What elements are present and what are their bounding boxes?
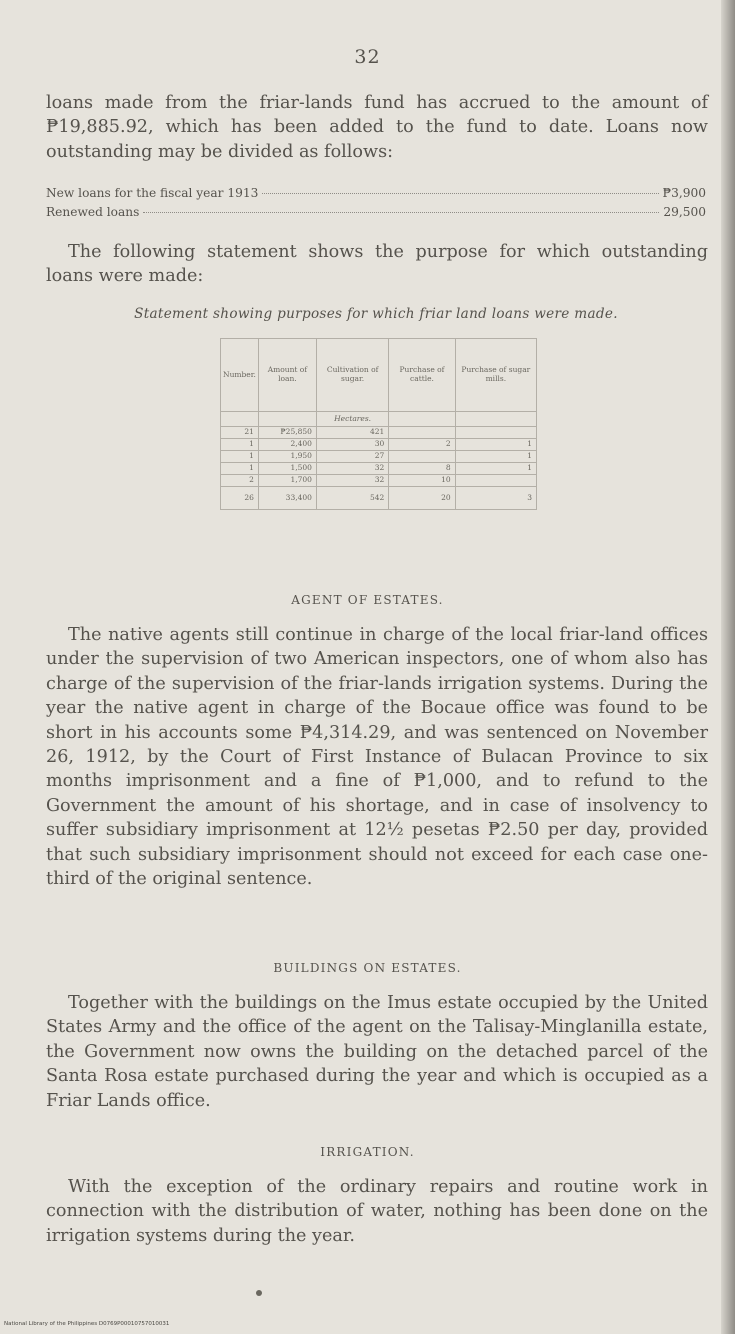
leader-dots: [262, 193, 658, 194]
cell: [455, 427, 536, 439]
table-header-row: [221, 339, 537, 412]
cell: 2: [221, 475, 259, 487]
table-row: [221, 475, 537, 487]
cell: 27: [316, 451, 388, 463]
cell: 1: [221, 439, 259, 451]
cell: 32: [316, 475, 388, 487]
total-cell: 33,400: [258, 487, 316, 510]
loan-value: ₱3,900: [662, 186, 706, 200]
cell: 1,950: [258, 451, 316, 463]
cell: 1: [221, 463, 259, 475]
heading-agent-of-estates: AGENT OF ESTATES.: [291, 593, 444, 607]
cell: 1,700: [258, 475, 316, 487]
cell: ₱25,850: [258, 427, 316, 439]
col-header-sugar: Cultivation of sugar.: [316, 339, 388, 412]
loan-row-new: [46, 186, 706, 204]
cell: 1: [221, 451, 259, 463]
agent-paragraph: The native agents still continue in charge of the local friar-land offices under the supervision of two American inspectors, one of whom also has charge of the supervision of the friar-lands irrigation systems. During the year the native agent in charge of the Bocaue office was found to be short in his accounts some ₱4,314.29, and was sentenced on November 26, 1912, by the Court of First Instance of Bulacan Province to six months imprisonment and a fine of ₱1,000, and to refund to the Government the amount of his shortage, and in case of insolvency to suffer subsidiary imprisonment at 12½ pesetas ₱2.50 per day, provided that such subsidiary imprisonment should not exceed for each case one-third of the original sentence.: [46, 625, 708, 890]
page-edge-shadow: [721, 0, 735, 1334]
cell: 2: [389, 439, 455, 451]
cell: [389, 451, 455, 463]
cell: 8: [389, 463, 455, 475]
col-header-number: Number.: [221, 339, 259, 412]
page-number: 32: [354, 46, 381, 68]
statement-paragraph: The following statement shows the purpose for which outstanding loans were made:: [46, 242, 708, 287]
unit-row: [221, 412, 537, 427]
cell: 1: [455, 439, 536, 451]
cell: 1: [455, 463, 536, 475]
cell: 2,400: [258, 439, 316, 451]
leader-dots: [143, 212, 659, 213]
table-total-row: [221, 487, 537, 510]
loan-label: Renewed loans: [46, 205, 140, 219]
table-row: [221, 451, 537, 463]
table-row: [221, 427, 537, 439]
loans-table: [220, 338, 537, 510]
ink-mark: [256, 1290, 262, 1296]
cell: 32: [316, 463, 388, 475]
loan-label: New loans for the fiscal year 1913: [46, 186, 259, 200]
cell: [389, 427, 455, 439]
total-cell: 26: [221, 487, 259, 510]
table-row: [221, 463, 537, 475]
total-cell: 542: [316, 487, 388, 510]
footer-source-label: National Library of the Philippines D0769P00010757010031: [4, 1321, 170, 1327]
col-header-cattle: Purchase of cattle.: [389, 339, 455, 412]
buildings-paragraph: Together with the buildings on the Imus estate occupied by the United States Army and the office of the agent on the Talisay-Minglanilla estate, the Government now owns the building on the detached parcel of the Santa Rosa estate purchased during the year and which is occupied as a Friar Lands office.: [46, 993, 708, 1111]
heading-irrigation: IRRIGATION.: [320, 1145, 415, 1159]
total-cell: 20: [389, 487, 455, 510]
heading-buildings-on-estates: BUILDINGS ON ESTATES.: [273, 961, 462, 975]
table-row: [221, 439, 537, 451]
cell: 1,500: [258, 463, 316, 475]
cell: 10: [389, 475, 455, 487]
cell: 21: [221, 427, 259, 439]
table-caption: Statement showing purposes for which friar land loans were made.: [134, 306, 618, 322]
loan-row-renewed: [46, 205, 706, 223]
total-cell: 3: [455, 487, 536, 510]
intro-paragraph: loans made from the friar-lands fund has accrued to the amount of ₱19,885.92, which has been added to the fund to date. Loans now outstanding may be divided as follows:: [46, 93, 708, 162]
cell: 30: [316, 439, 388, 451]
cell: 421: [316, 427, 388, 439]
cell: [455, 475, 536, 487]
irrigation-paragraph: With the exception of the ordinary repairs and routine work in connection with the distribution of water, nothing has been done on the irrigation systems during the year.: [46, 1177, 708, 1246]
col-header-amount: Amount of loan.: [258, 339, 316, 412]
col-header-mills: Purchase of sugar mills.: [455, 339, 536, 412]
loan-value: 29,500: [663, 205, 706, 219]
unit-label: Hectares.: [316, 412, 388, 427]
cell: 1: [455, 451, 536, 463]
